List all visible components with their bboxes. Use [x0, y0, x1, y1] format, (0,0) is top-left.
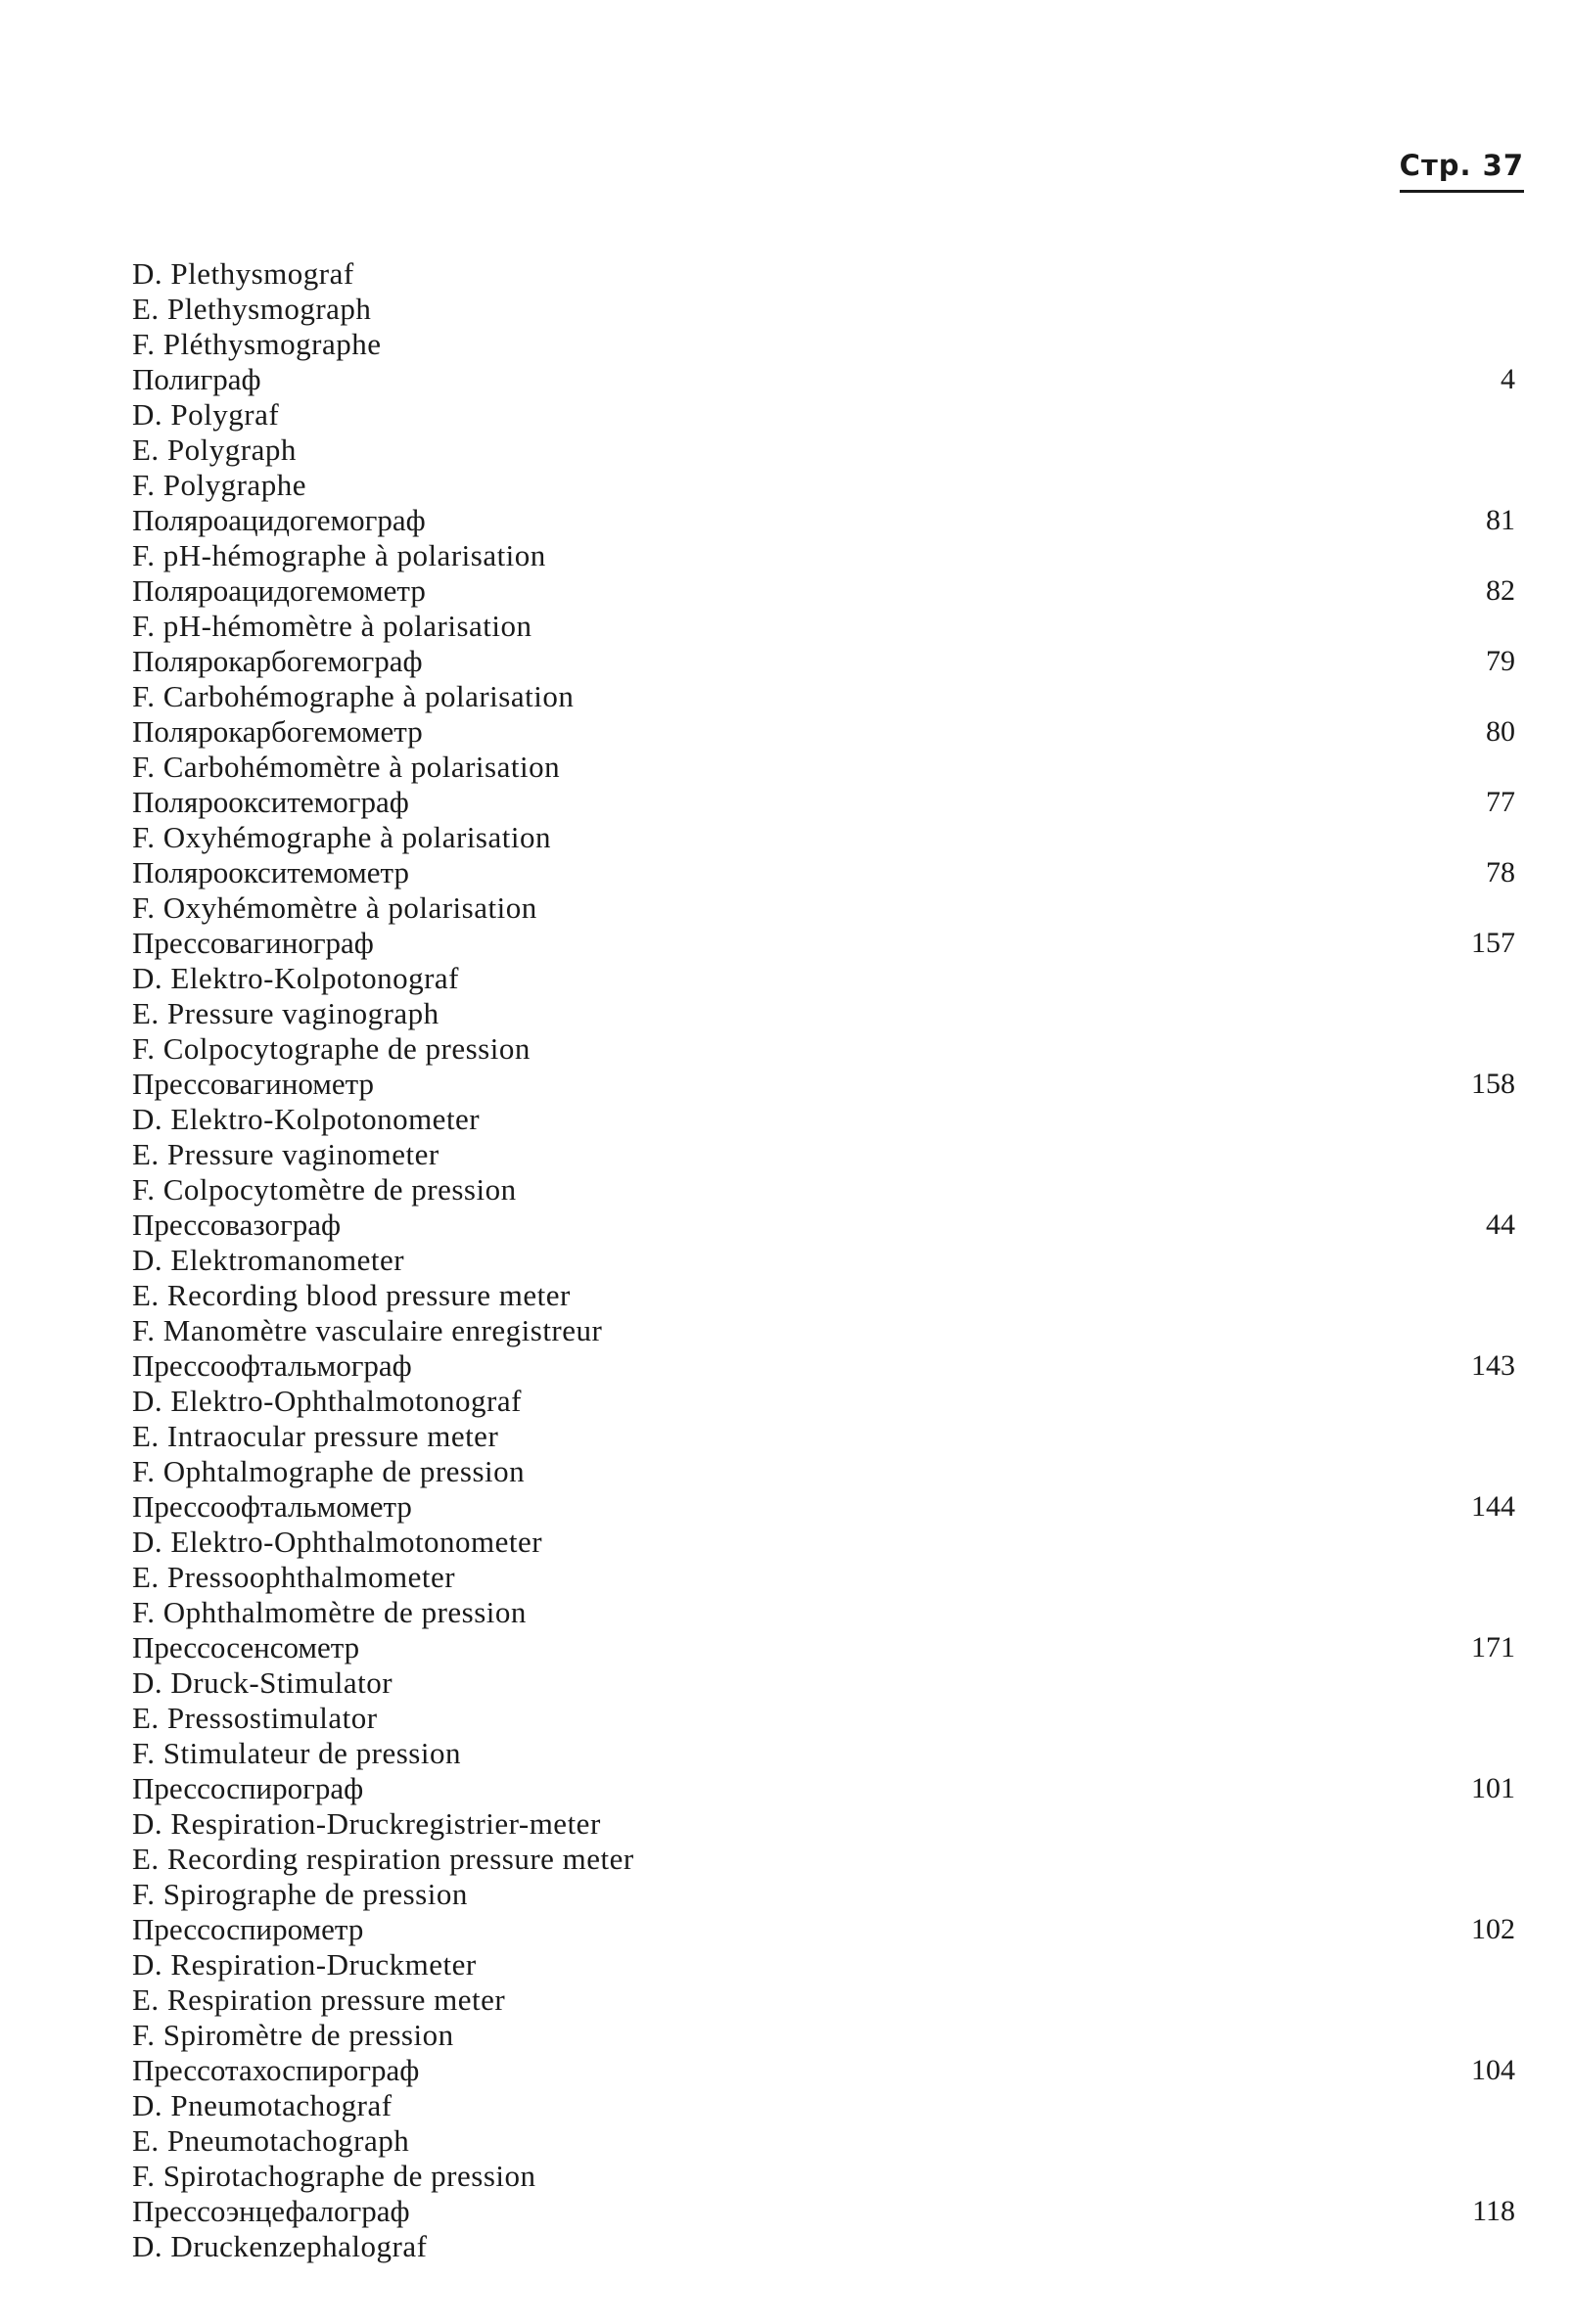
term-translation — [132, 397, 1515, 433]
term-reference-number: 101 — [1471, 1772, 1515, 1804]
term-text: E. Recording respiration pressure meter — [132, 1842, 634, 1876]
term-text: D. Elektromanometer — [132, 1243, 405, 1277]
term-text: D. Elektro-Kolpotonometer — [132, 1102, 481, 1136]
page-header — [1367, 149, 1524, 193]
term-text: F. pH-hémographe à polarisation — [132, 538, 546, 572]
term-reference-number: 158 — [1471, 1068, 1515, 1100]
term-text: D. Elektro-Ophthalmotonometer — [132, 1525, 543, 1559]
term-heading — [132, 714, 1515, 750]
term-heading — [132, 2194, 1515, 2229]
term-reference-number: 104 — [1471, 2054, 1515, 2086]
term-text: Прессовагинограф — [132, 926, 374, 960]
term-translation — [132, 1982, 1515, 2018]
term-text: Полярокарбогемограф — [132, 644, 423, 678]
term-heading — [132, 1208, 1515, 1243]
term-text: E. Polygraph — [132, 433, 297, 467]
term-heading — [132, 1067, 1515, 1102]
term-translation — [132, 538, 1515, 573]
term-text: D. Elektro-Kolpotonograf — [132, 961, 459, 995]
term-reference-number: 144 — [1471, 1490, 1515, 1523]
term-text: F. Polygraphe — [132, 468, 306, 502]
term-text: F. Spirotachographe de pression — [132, 2159, 536, 2193]
term-translation — [132, 1595, 1515, 1630]
term-translation — [132, 2018, 1515, 2053]
term-translation — [132, 2123, 1515, 2159]
term-translation — [132, 1243, 1515, 1278]
term-translation — [132, 609, 1515, 644]
term-text: F. Colpocytographe de pression — [132, 1031, 531, 1066]
term-translation — [132, 1278, 1515, 1313]
term-reference-number: 82 — [1486, 574, 1515, 607]
term-text: Прессоспирометр — [132, 1912, 364, 1946]
term-translation — [132, 1384, 1515, 1419]
term-text: F. pH-hémomètre à polarisation — [132, 609, 532, 643]
term-text: Поляроокситемограф — [132, 785, 409, 819]
term-translation — [132, 820, 1515, 855]
term-text: Прессоофтальмограф — [132, 1348, 412, 1383]
term-text: F. Manomètre vasculaire enregistreur — [132, 1313, 603, 1347]
term-text: Полиграф — [132, 362, 261, 396]
term-text: F. Ophthalmomètre de pression — [132, 1595, 527, 1629]
term-text: F. Colpocytomètre de pression — [132, 1172, 517, 1207]
term-heading — [132, 573, 1515, 609]
term-heading — [132, 855, 1515, 890]
term-text: D. Druckenzephalograf — [132, 2229, 428, 2263]
term-translation — [132, 2159, 1515, 2194]
term-text: D. Druck-Stimulator — [132, 1665, 393, 1700]
term-reference-number: 79 — [1486, 645, 1515, 677]
term-text: F. Pléthysmographe — [132, 327, 382, 361]
term-text: Прессоспирограф — [132, 1771, 364, 1805]
term-text: Прессосенсометр — [132, 1630, 360, 1664]
term-reference-number: 4 — [1501, 363, 1515, 395]
term-translation — [132, 292, 1515, 327]
term-text: F. Ophtalmographe de pression — [132, 1454, 526, 1488]
term-translation — [132, 1736, 1515, 1771]
term-translation — [132, 1419, 1515, 1454]
term-heading — [132, 2053, 1515, 2088]
term-translation — [132, 1172, 1515, 1208]
term-translation — [132, 2229, 1515, 2264]
term-translation — [132, 1665, 1515, 1701]
term-reference-number: 78 — [1486, 856, 1515, 889]
term-reference-number: 77 — [1486, 786, 1515, 818]
term-text: E. Pneumotachograph — [132, 2123, 410, 2158]
term-reference-number: 81 — [1486, 504, 1515, 536]
term-reference-number: 118 — [1472, 2195, 1515, 2227]
term-translation — [132, 1877, 1515, 1912]
term-heading — [132, 362, 1515, 397]
term-text: E. Respiration pressure meter — [132, 1982, 506, 2017]
term-heading — [132, 926, 1515, 961]
term-translation — [132, 1525, 1515, 1560]
term-translation — [132, 1102, 1515, 1137]
term-text: F. Spirographe de pression — [132, 1877, 468, 1911]
term-translation — [132, 256, 1515, 292]
term-text: E. Recording blood pressure meter — [132, 1278, 571, 1312]
term-text: E. Intraocular pressure meter — [132, 1419, 499, 1453]
term-text: D. Pneumotachograf — [132, 2088, 393, 2122]
term-text: F. Oxyhémographe à polarisation — [132, 820, 551, 854]
term-reference-number: 102 — [1471, 1913, 1515, 1945]
term-heading — [132, 1912, 1515, 1947]
term-heading — [132, 503, 1515, 538]
term-list — [132, 256, 1515, 2264]
term-text: Полярокарбогемометр — [132, 714, 423, 749]
term-translation — [132, 961, 1515, 996]
term-heading — [132, 1489, 1515, 1525]
term-heading — [132, 1630, 1515, 1665]
term-translation — [132, 1947, 1515, 1982]
term-heading — [132, 644, 1515, 679]
term-reference-number: 143 — [1471, 1349, 1515, 1382]
term-text: F. Oxyhémomètre à polarisation — [132, 890, 537, 925]
term-translation — [132, 890, 1515, 926]
term-translation — [132, 2088, 1515, 2123]
term-text: Поляроокситемометр — [132, 855, 409, 889]
term-translation — [132, 1137, 1515, 1172]
term-text: E. Pressure vaginograph — [132, 996, 439, 1030]
term-translation — [132, 1842, 1515, 1877]
term-text: E. Pressostimulator — [132, 1701, 378, 1735]
term-text: Прессоэнцефалограф — [132, 2194, 410, 2228]
term-text: D. Elektro-Ophthalmotonograf — [132, 1384, 522, 1418]
term-translation — [132, 468, 1515, 503]
term-text: E. Pressoophthalmometer — [132, 1560, 456, 1594]
term-translation — [132, 1806, 1515, 1842]
term-reference-number: 171 — [1471, 1631, 1515, 1663]
term-reference-number: 44 — [1486, 1208, 1515, 1241]
term-translation — [132, 679, 1515, 714]
term-translation — [132, 750, 1515, 785]
term-heading — [132, 1771, 1515, 1806]
term-text: Прессовазограф — [132, 1208, 342, 1242]
term-heading — [132, 785, 1515, 820]
term-text: D. Respiration-Druckregistrier-meter — [132, 1806, 601, 1841]
term-heading — [132, 1348, 1515, 1384]
term-translation — [132, 433, 1515, 468]
term-text: D. Polygraf — [132, 397, 280, 432]
term-text: E. Plethysmograph — [132, 292, 372, 326]
term-reference-number: 80 — [1486, 715, 1515, 748]
term-text: Прессовагинометр — [132, 1067, 375, 1101]
term-text: F. Spiromètre de pression — [132, 2018, 454, 2052]
term-text: Поляроацидогемограф — [132, 503, 426, 537]
term-text: Прессоофтальмометр — [132, 1489, 412, 1524]
term-text: D. Plethysmograf — [132, 256, 354, 291]
term-text: Поляроацидогемометр — [132, 573, 426, 608]
term-translation — [132, 1701, 1515, 1736]
term-reference-number: 157 — [1471, 927, 1515, 959]
term-translation — [132, 1560, 1515, 1595]
term-translation — [132, 1454, 1515, 1489]
term-text: F. Carbohémomètre à polarisation — [132, 750, 561, 784]
page-number: Стр. 37 — [1400, 149, 1524, 193]
term-text: D. Respiration-Druckmeter — [132, 1947, 477, 1982]
term-translation — [132, 327, 1515, 362]
term-translation — [132, 1313, 1515, 1348]
term-text: F. Carbohémographe à polarisation — [132, 679, 575, 713]
term-text: E. Pressure vaginometer — [132, 1137, 439, 1171]
term-text: Прессотахоспирограф — [132, 2053, 420, 2087]
term-text: F. Stimulateur de pression — [132, 1736, 461, 1770]
term-translation — [132, 996, 1515, 1031]
term-translation — [132, 1031, 1515, 1067]
